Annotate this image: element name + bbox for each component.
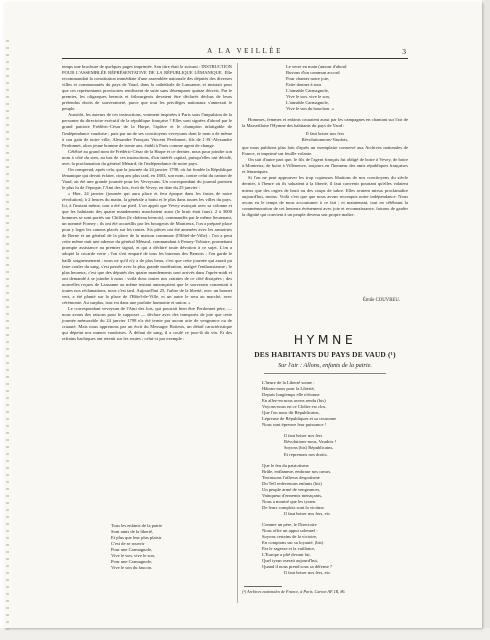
verse-line: L'aimable Carmagnole, — [286, 88, 329, 94]
verse-line: Faire donner à tous — [286, 82, 322, 88]
paragraph: Aussitôt, les auteurs de ces instructions, vraiment inspirées à Paris sous l'impulsion de la personne du directoire exécutif de la république française ? Elles sont signées d'abord par le grand patriote Frédéric-César de la Harpe, l'apôtre et le champion infatigable de l'indépendance vaudoise ; puis par un de ses concitoyens veveysans dont le nom a de même à son gain de notre ville, Alexandre François Vincent Perdonnet, fils de J.-B.-Alexandre Perdonnet, alors jeune homme de trente ans, établi à Paris comme agent de change. — [62, 112, 232, 148]
column-divider — [237, 63, 238, 603]
verse-line: Par le sagesse et la vaillance, — [262, 546, 316, 552]
hymn-subtitle: DES HABITANTS DU PAYS DE VAUD (¹) — [254, 350, 396, 359]
verse-line: Depuis longtemps elle n'étonne — [262, 392, 320, 398]
verse-line: Comme un père, le Directoire — [262, 521, 317, 527]
paragraph: que nous publions plus loin d'après un exemplaire conservé aux Archives nationales de France, et imprimé sur feuille volante. — [242, 145, 408, 157]
verse-line: Il faut briser nos fers — [284, 433, 323, 439]
hymn-stanzas — [262, 380, 402, 581]
author-signature: Émile COUVREU. — [362, 298, 400, 303]
verse-line: Vive le son, vive le son, — [286, 94, 330, 100]
paragraph: « Hier, 24 janvier (journée qui aura place et fera époque dans les fastes de notre révolution), à 2 heures du matin, la générale a battu et le plus dans toutes les villes du pays. Ici, à l'instant même, tout a été sur pied. L'on apprit que Vevey avançait avec sa colonne et que les habitants des quatre mandements marchaient aussi (le bruit était faux). 2 à 3000 hommes se sont portés sur Chillon (le château bernois), commandés par le même lieutenant, un nommé Forney ; ils ont été accueillis par les bourgeois de Montreux, l'on a préparé place pour y loger les canons placés sur les routes. Six pièces ont été amenées avec les armoiries de Berne et un général de la place de la maison commune (l'Hôtel-de-Ville) ; l'on a peut cette même nuit une adresse du général Ménard, commandant à Ferney-Voltaire, promettant prompte assistance au premier signal, et qui a déchiré toute dévotion à ce sujet. L'on a adopté la cocarde verte ; l'on s'est emparé de tous les bureaux des Bernois ; l'on garde le bailli soigneusement ; nous ne qu'il n'y a de plus beau, c'est que cette journée qui aurait pu faire couler du sang, s'est passée avec la plus grande modération, malgré l'enthousiasme ; le plus heureux, c'est que des députés des quatre mandements sont arrivés dans l'après-midi et ont demandé à se joindre à nous : voilà donc toutes nos craintes de ce côté dissipées ; des nouvelles reçues de Lausanne au même instant annonçaient que le souverain consentait à toutes nos réclamations, nous c'est tard. Aujourd'hui 25, l'arbre de la liberté, avec un bonnet vert, a été planté sur la place de l'Hôtel-de-Ville, et un autre le sera au marché, avec cérémonie. Au surplus, tout est dans une parfaite harmonie et union. » — [62, 190, 232, 305]
verse-line: Lépreuse de Républiques et sa couronne — [262, 416, 337, 422]
carmagnole-verse-continued — [286, 64, 396, 112]
verse-line: Vainqueur d'ennemis menaçants, — [262, 492, 323, 498]
verse-line: Nous sont épreuve leur puissance ! — [262, 422, 327, 428]
verse-line: En allez-en nous avons rendu (bis) — [262, 398, 326, 404]
verse-line: Il faut briser nos fers, etc. — [284, 510, 332, 516]
paragraph: On comprend, après cela, que la journée du 24 janvier 1798, où fut fondée la République lémanique qui devait éclater, cinq ans plus tard, en 1803, son nom, contre celui du canton de Vaud, ait été une grande journée pour les Veveysans. Un correspondant du journal parisien le plus lu de l'époque, l'Ami des lois, écrit de Vevey, en date du 25 janvier : — [62, 166, 232, 190]
paragraph: Célébré au grand nom de Frédéric-César de la Harpe et ce dernier, nous pour joindre son nom à côté du sien, au bas de ces instructions, d'un intérêt capital, puisqu'elles ont décidé, avec la proclamation du général Ménard, de l'indépendance de notre pays. — [62, 148, 232, 166]
verse-line: Vive le son du faucon. — [111, 565, 153, 571]
page-edge-right — [482, 0, 490, 640]
footnote: (¹) Archives nationales de France, à Paris. Carton AF. III, 86. — [242, 589, 346, 594]
paragraph: temps une brochure de quelques pages imprimée. Son titre était le suivant : INSTRUCTION POUR L'ASSEMBLÉE RÉPRÉSENTATIVE DE LA RÉPUBLIQUE LÉMANIQUE. Elle recommandait la constitution immédiate d'une assemblée nationale des députés des diverses villes et communautés du pays de Vaud, dans la cathédrale de Lausanne, et insistait pour que ces représentants provisoires rendissent de suite sans désemparer quinze décrets. Par le premier, les oligarques bernois et fribourgeois devaient être déclarés déchus de leurs prétendus droits de souveraineté, parce que tout les privilèges nationaux s'annexait le peuple. — [62, 64, 232, 112]
stanza — [262, 380, 402, 428]
verse-line: Du Tell redevenons enfants (bis) — [262, 480, 322, 486]
verse-line: Quand il nous prend sous sa défense ? — [262, 564, 333, 570]
verse-line: Vive le son du bouchon. » — [286, 106, 334, 112]
verse-line: Révolutions-nous, Vaudois ! — [284, 439, 337, 445]
verse-line: C'est de se rouvrir — [111, 541, 145, 547]
verse-line: Et plus que leur plus plaisir — [111, 535, 162, 541]
verse-line: Buvons d'un commun accord — [286, 70, 340, 76]
verse-line: Terrassons l'affreux despotisme — [262, 474, 320, 480]
verse-line: Soyons certains de la victoire, — [262, 534, 318, 540]
verse-line: Nous a montré que les tyrans — [262, 498, 316, 504]
header-rule — [62, 58, 408, 59]
verse-line: Il faut briser nos fers, etc. — [284, 570, 332, 576]
hymn-air: Sur l'air : Allons, enfants de la patrie. — [278, 362, 372, 369]
verse-line: Pour une Carmagnole, — [111, 559, 153, 565]
stanza — [262, 463, 402, 517]
verse-line: Sont amis de la liberté, — [111, 529, 154, 535]
verse-line: Voyons-nous en ce Cloître est clos, — [262, 404, 327, 410]
verse-line: En comptons sur sa loyauté, (bis) — [262, 540, 324, 546]
verse-line: L'Europe a plié devant lui, — [262, 552, 311, 558]
stanza — [262, 522, 402, 576]
verse-line: Pour une Carmagnole, — [111, 547, 153, 553]
verse-line: Le verre en main (amour d'abord — [286, 64, 347, 69]
verse-line: Hâtons-nous pour la Liberté, — [262, 386, 315, 392]
verse-line: Soyons (bis) Républicains, — [284, 445, 334, 451]
hymn-divider — [264, 373, 386, 374]
hymn-title: HYMNE — [293, 332, 357, 347]
carmagnole-verse — [111, 523, 211, 571]
footnote-rule — [244, 586, 282, 587]
verse-line: Que l'on nous dit Républicains, — [262, 410, 320, 416]
quoted-refrain: Il faut briser nos fers — [305, 131, 345, 137]
verse-line: L'aimable Carmagnole, — [286, 100, 329, 106]
verse-line: Tous les enfants de la patrie — [111, 523, 163, 528]
paragraph: Le correspondant veveysan de l'Ami des lois, qui pourrait bien être Perdonnet père, — nous avons des raisons pour le supposer — déclare avec des transports de joie que cette journée mémorable du 24 janvier 1798 n'a été ternie par aucun acte de vengeance ou de cruauté. Mais nous apprenons par un écrit du Messager Boiteux, un détail caractéristique qui dépeint nos mœurs vaudoises. À défaut de sang, il a coulé ce jour-là du vin. Et des refrains bachiques ont retenti sur les routes ; celui-ci par exemple : — [62, 305, 232, 342]
verse-line: Brûle, enflamme, embrase nos cœurs. — [262, 468, 332, 474]
verse-line: Vive le son, vive le son, — [111, 553, 155, 559]
running-header-title: A LA VEILLÉE — [207, 47, 283, 55]
paragraph: Si l'on ne peut approuver les trop copieuses libations de nos concitoyens du siècle dernier, à l'heure où ils saluaient à la liberté, il faut convenir pourtant qu'elles valaient mieux que des orgies de bruit ou des coups de sabre. Elles avaient mieux proclamaître aujourd'hui, moins. Voilà c'est que que nous avons reconquis notre indépendance. Nous avons eu le temps de nous accoutumer à ce fait ; et maintenant, tout en célébrant la commémoration de cet heureux événement avec joie et reconnaissance, faisons de garder la dignité qui convient à un peuple devenu son propre maître. — [242, 175, 408, 217]
left-column — [62, 64, 232, 342]
right-column-text — [242, 117, 408, 218]
verse-line: Nous offre un appui solennel : — [262, 528, 318, 534]
quoted-refrain: Révolutionnons-Vaudois, — [301, 137, 349, 143]
paragraph: Hommes, femmes et enfants couraient aussi par les campagnes en chantant sur l'air de la Marseillaise l'Hymne des habitants du pays de Vaud : — [242, 117, 408, 129]
verse-line: Quel tyran oserait aujourd'hui, — [262, 558, 318, 564]
refrain — [262, 433, 402, 457]
paragraph: On sait d'autre part que, le fils de l'agent français fut obligé de boire à Vevey, de boire à Montreux, de boire à Villeneuve, toujours en l'honneur des amis républiques françaises et lémaniques. — [242, 157, 408, 175]
verse-line: Et reprenons nos droits. — [284, 451, 328, 457]
binding-holes — [6, 40, 9, 630]
page-edge-bottom — [0, 628, 490, 640]
verse-line: Que le feu du patriotisme — [262, 462, 309, 468]
verse-line: Pour chanter notre joie, — [286, 76, 330, 82]
page-number: 3 — [402, 47, 406, 56]
verse-line: L'heure de la Liberté sonne : — [262, 380, 315, 385]
verse-line: Un peuple armé de vengeances, — [262, 486, 321, 492]
verse-line: De leurs complots sont la victime. — [262, 504, 325, 510]
